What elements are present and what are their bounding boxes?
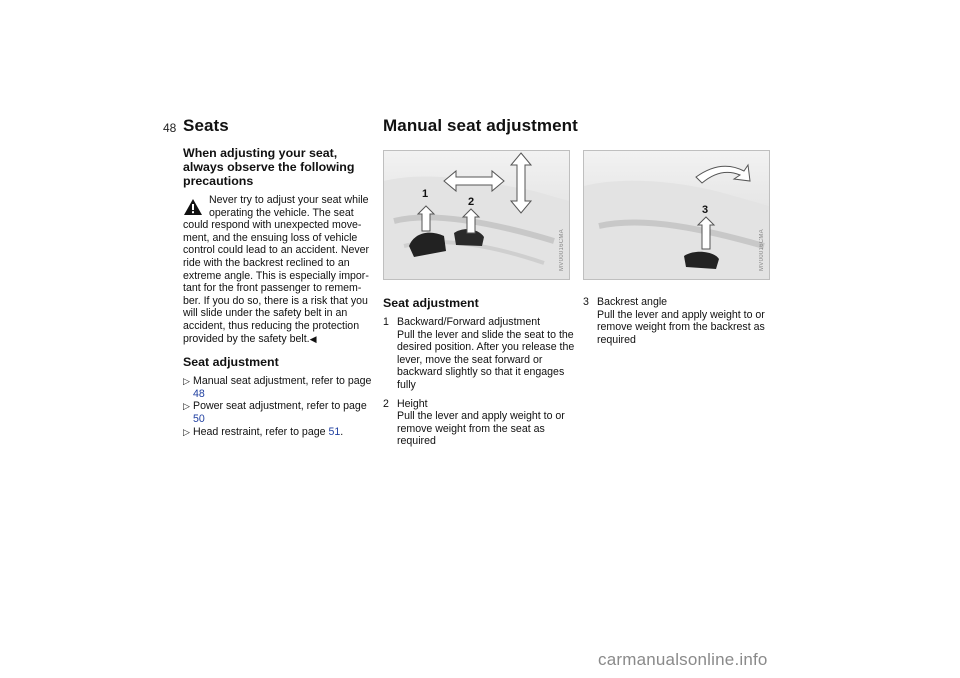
seat-adjustment-list — [183, 375, 378, 438]
list-item: 1 Backward/Forward adjustment Pull the lever and slide the seat to the desired position. After you release the lever, move the seat forward or backward slightly so that it engages fully — [383, 316, 575, 391]
warning-block — [183, 194, 378, 345]
backrest-illustration — [584, 151, 769, 279]
figure-code: MV00016CMA — [759, 228, 765, 271]
middle-column — [383, 296, 578, 454]
callout-3: 3 — [702, 204, 709, 216]
watermark: carmanualsonline.info — [598, 650, 768, 669]
seat-controls-illustration — [384, 151, 569, 279]
seat-figure-1 — [383, 150, 570, 280]
list-item: ▷ Head restraint, refer to page 51. — [183, 425, 344, 438]
list-item: 3 Backrest angle Pull the lever and apply weight to or remove weight from the backrest as required — [583, 296, 765, 346]
manual-adjustment-heading: Seat adjustment — [383, 296, 479, 310]
callout-1: 1 — [422, 188, 429, 200]
warning-line-1: Never try to adjust your seat while — [209, 194, 369, 206]
end-mark: ◀ — [309, 333, 317, 344]
warning-first-lines — [183, 194, 378, 219]
list-item: 2 Height Pull the lever and apply weight to or remove weight from the seat as required — [383, 397, 565, 448]
page-link-51[interactable]: 51 — [328, 425, 341, 438]
page-heading: Manual seat adjustment — [383, 116, 578, 135]
warning-line-2: operating the vehicle. The seat — [209, 206, 354, 219]
callout-2: 2 — [468, 196, 475, 208]
page-link-48[interactable]: 48 — [193, 387, 205, 400]
adjustment-steps-cont — [583, 296, 778, 346]
page-link-50[interactable]: 50 — [193, 412, 205, 425]
bullet-icon: ▷ — [183, 426, 190, 437]
left-column — [183, 146, 378, 438]
list-item: ▷ Manual seat adjustment, refer to page 48 — [183, 375, 372, 400]
right-column — [583, 296, 778, 352]
warning-triangle-icon — [183, 198, 203, 216]
figure-code: MV00016CMA — [559, 228, 565, 271]
list-item: ▷ Power seat adjustment, refer to page 50 — [183, 400, 367, 425]
seat-adjustment-overview-heading: Seat adjustment — [183, 355, 279, 370]
warning-body — [183, 219, 378, 345]
bullet-icon: ▷ — [183, 401, 190, 412]
precautions-heading: When adjusting your seat, always observe the following precautions — [183, 146, 355, 188]
adjustment-steps — [383, 316, 578, 448]
section-title: Seats — [183, 116, 229, 135]
warning-text: could respond with unexpected move-ment, and the ensuing loss of vehicle control could lead to an accident. Never ride with the backrest reclined to an extreme angle. This is especially impor-tant for the front passenger to remem-ber. If you do so, there is a risk that you will slide under the safety belt in an accident, thus reducing the protection provided by the safety belt. — [183, 219, 370, 345]
bullet-icon: ▷ — [183, 376, 190, 387]
seat-figure-2 — [583, 150, 770, 280]
page-number: 48 — [163, 121, 177, 135]
